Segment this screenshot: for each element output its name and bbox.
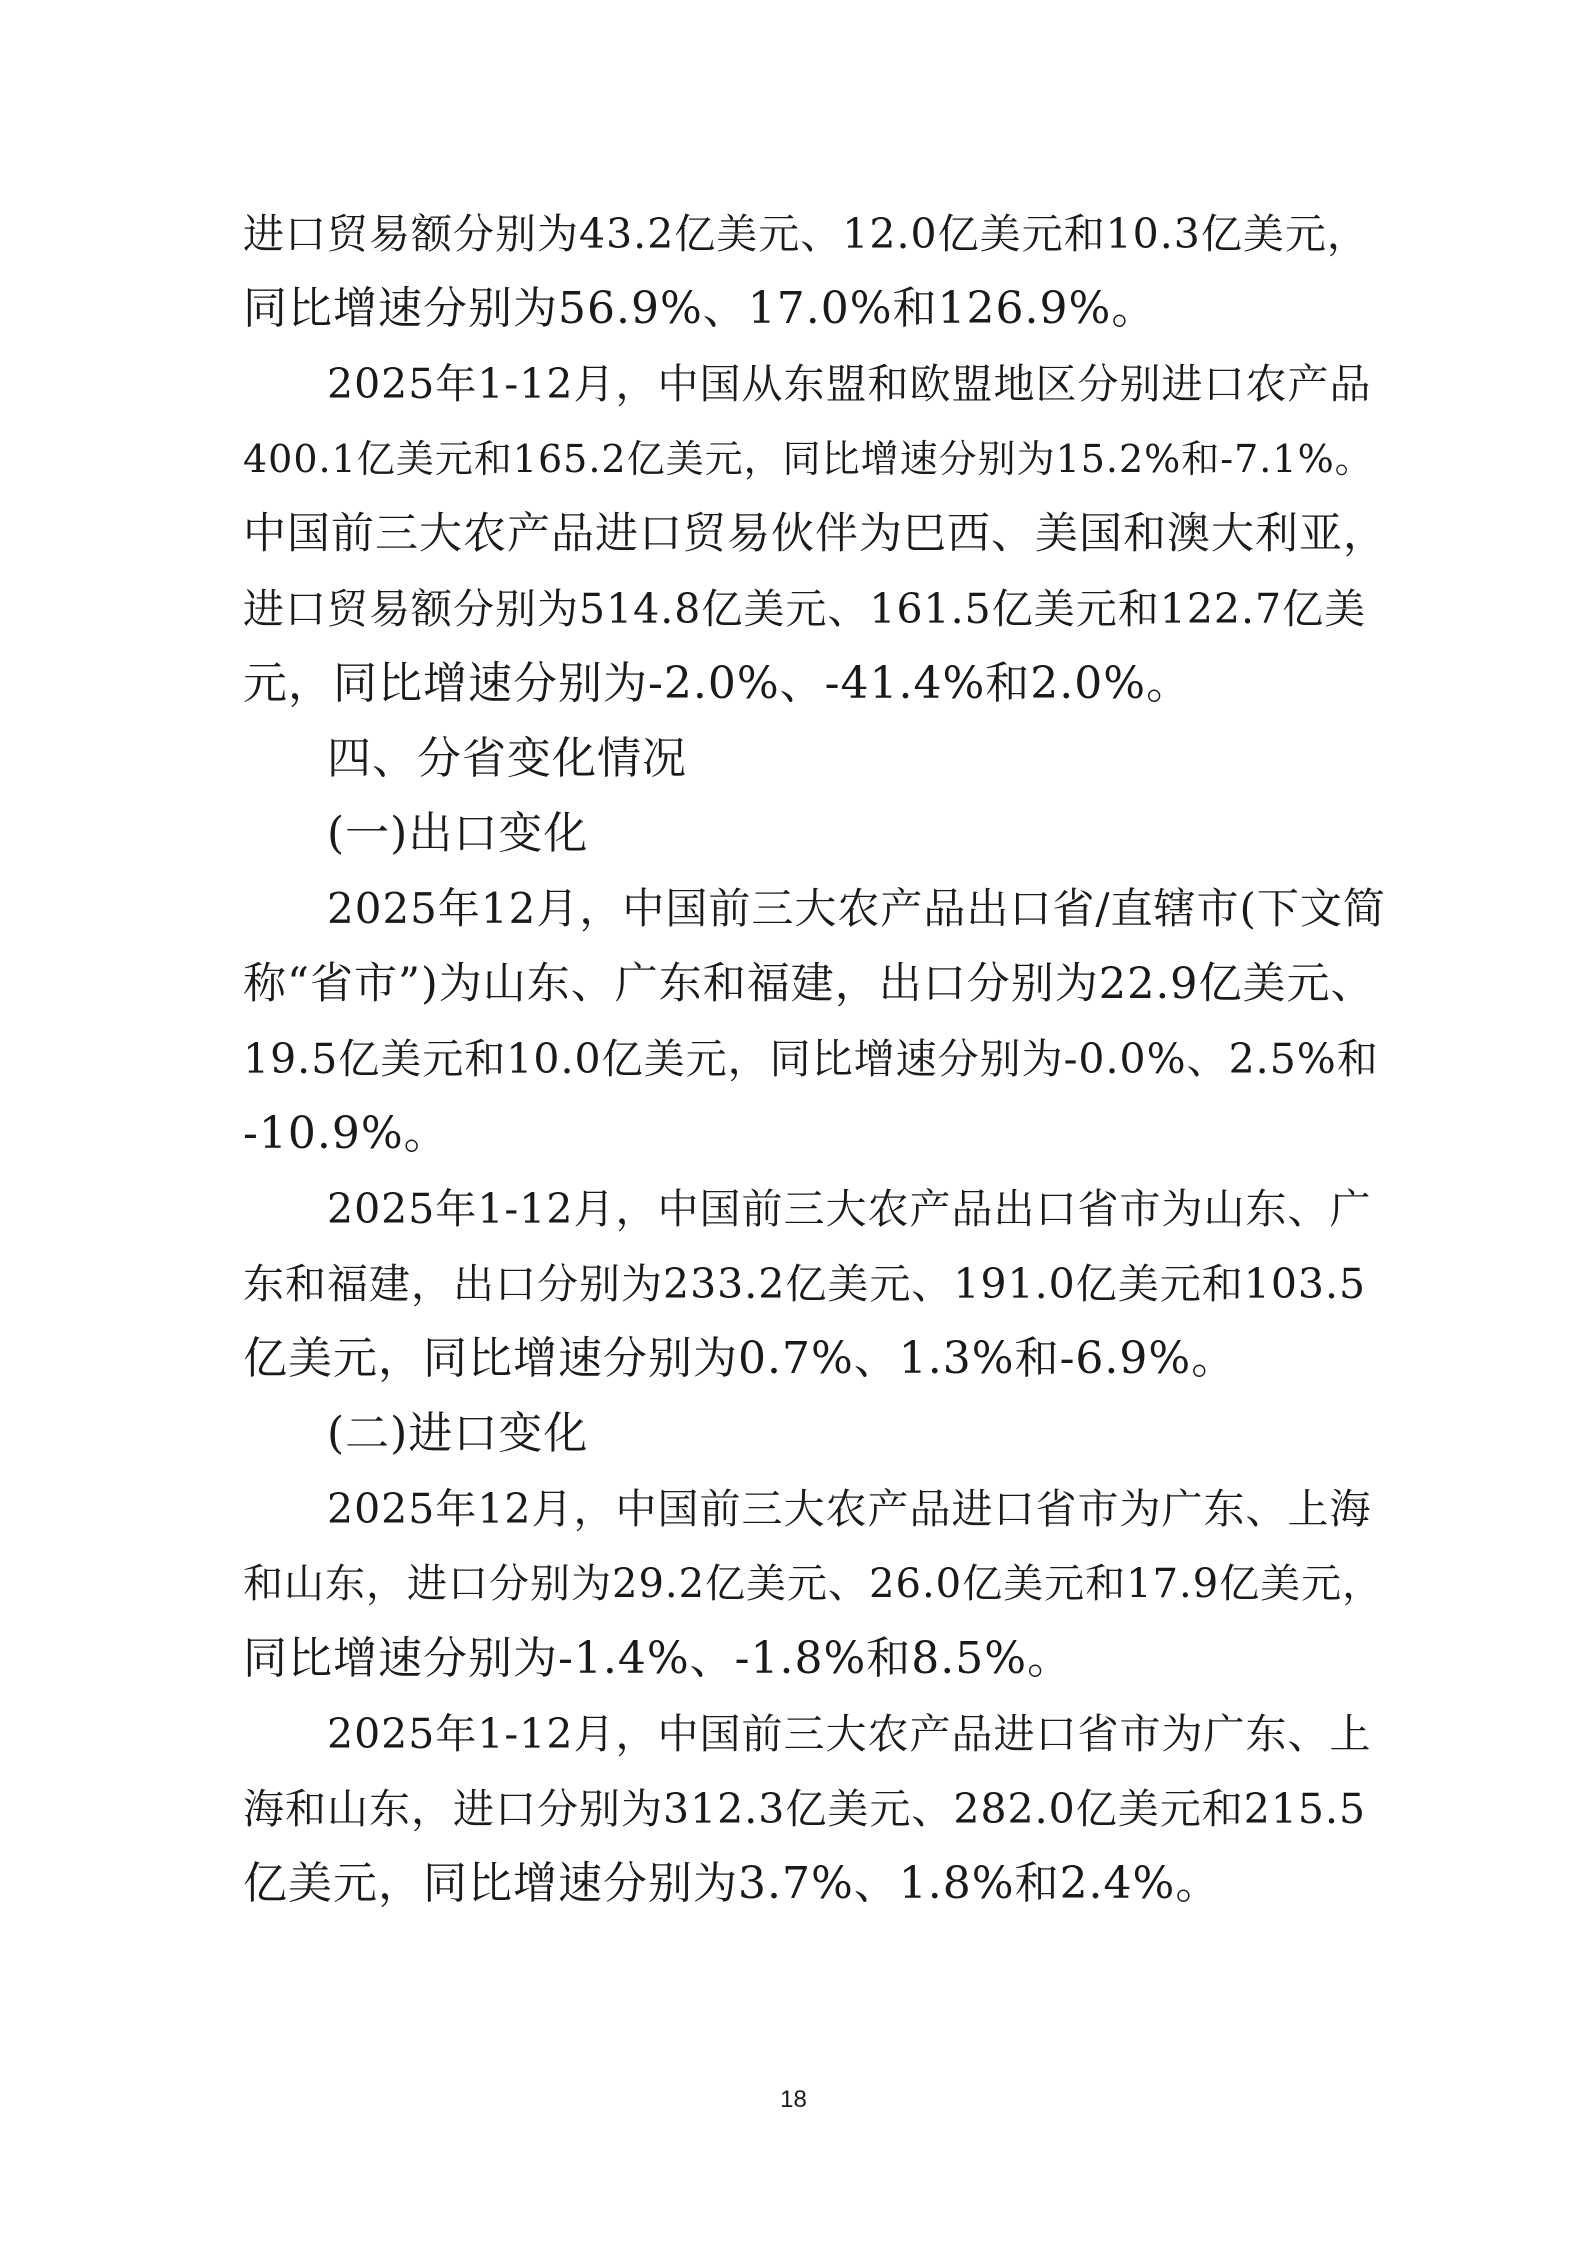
subsection-heading: (二)进口变化 — [327, 1408, 589, 1459]
text-line: 进口贸易额分别为514.8亿美元、161.5亿美元和122.7亿美 — [243, 585, 1367, 633]
text-line: 元，同比增速分别为-2.0%、-41.4%和2.0%。 — [243, 658, 1192, 709]
text-line: 和山东，进口分别为29.2亿美元、26.0亿美元和17.9亿美元， — [243, 1561, 1384, 1607]
section-heading: 四、分省变化情况 — [327, 733, 687, 784]
text-line: 亿美元，同比增速分别为3.7%、1.8%和2.4%。 — [243, 1858, 1221, 1909]
text-line: 进口贸易额分别为43.2亿美元、12.0亿美元和10.3亿美元， — [243, 210, 1369, 258]
text-line: 19.5亿美元和10.0亿美元，同比增速分别为-0.0%、2.5%和 — [243, 1035, 1379, 1083]
text-line: 海和山东，进口分别为312.3亿美元、282.0亿美元和215.5 — [243, 1785, 1367, 1833]
text-line: 称“省市”)为山东、广东和福建，出口分别为22.9亿美元、 — [243, 959, 1375, 1009]
paragraph-start: 2025年12月，中国前三大农产品出口省/直辖市(下文简 — [327, 884, 1386, 933]
text-line: 同比增速分别为56.9%、17.0%和126.9%。 — [243, 283, 1157, 334]
paragraph-start: 2025年12月，中国前三大农产品进口省市为广东、上海 — [327, 1485, 1372, 1533]
text-line: -10.9%。 — [243, 1108, 449, 1159]
text-line: 400.1亿美元和165.2亿美元，同比增速分别为15.2%和-7.1%。 — [243, 437, 1374, 481]
page-number: 18 — [780, 2086, 807, 2113]
text-line: 中国前三大农产品进口贸易伙伴为巴西、美国和澳大利亚， — [243, 509, 1387, 559]
subsection-heading: (一)出口变化 — [327, 808, 589, 859]
text-line: 亿美元，同比增速分别为0.7%、1.3%和-6.9%。 — [243, 1333, 1237, 1384]
paragraph-start: 2025年1-12月，中国前三大农产品进口省市为广东、上 — [327, 1710, 1372, 1758]
text-line: 东和福建，出口分别为233.2亿美元、191.0亿美元和103.5 — [243, 1260, 1367, 1308]
paragraph-start: 2025年1-12月，中国从东盟和欧盟地区分别进口农产品 — [327, 360, 1372, 408]
paragraph-start: 2025年1-12月，中国前三大农产品出口省市为山东、广 — [327, 1185, 1372, 1233]
text-line: 同比增速分别为-1.4%、-1.8%和8.5%。 — [243, 1633, 1073, 1684]
